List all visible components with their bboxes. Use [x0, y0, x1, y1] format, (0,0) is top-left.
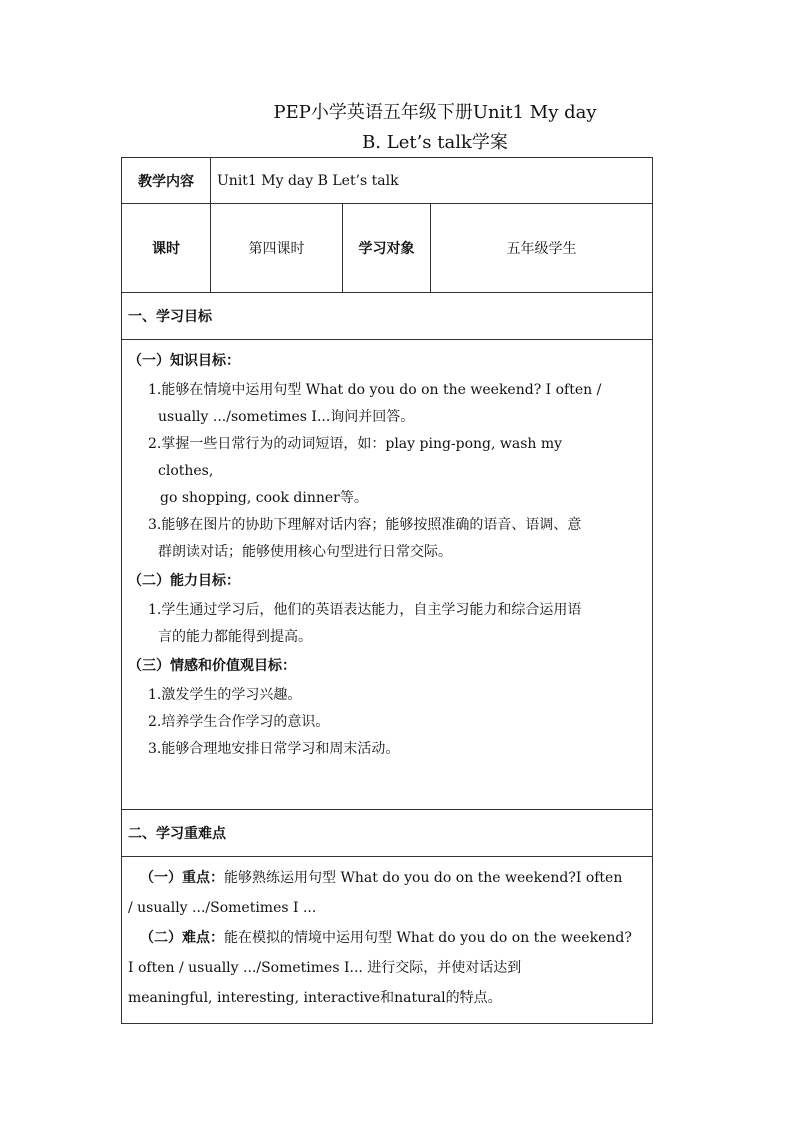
- period-label: 课时: [122, 204, 211, 293]
- document-title-line1: PEP小学英语五年级下册Unit1 My day: [273, 102, 597, 123]
- emotion-goals-heading: （三）情感和价值观目标：: [128, 658, 296, 674]
- target-label: 学习对象: [343, 204, 431, 293]
- period-row: [122, 204, 653, 293]
- content-row: [122, 158, 653, 204]
- knowledge-goal-2c: go shopping, cook dinner等。: [160, 490, 368, 506]
- knowledge-goal-3a: 3.能够在图片的协助下理解对话内容；能够按照准确的语音、语调、意: [148, 517, 582, 533]
- difficult-point-text-b: I often / usually .../Sometimes I... 进行交际，并使对话达到: [128, 960, 522, 976]
- section2-heading: 二、学习重难点: [122, 810, 653, 857]
- lesson-plan-table: [121, 157, 653, 1024]
- ability-goal-1b: 言的能力都能得到提高。: [158, 629, 312, 645]
- emotion-goal-1: 1.激发学生的学习兴趣。: [148, 687, 302, 703]
- section2-body-row: [122, 857, 653, 1024]
- period-value: 第四课时: [211, 204, 343, 293]
- document-title-line2: B. Let’s talk学案: [362, 132, 508, 153]
- content-label: 教学内容: [122, 158, 211, 204]
- emotion-goal-2: 2.培养学生合作学习的意识。: [148, 714, 330, 730]
- section1-body-row: [122, 340, 653, 810]
- knowledge-goals-heading: （一）知识目标：: [128, 353, 240, 369]
- section1-heading: 一、学习目标: [122, 293, 653, 340]
- emotion-goal-3: 3.能够合理地安排日常学习和周末活动。: [148, 741, 400, 757]
- key-point-text-a: 能够熟练运用句型 What do you do on the weekend?I often: [224, 870, 623, 886]
- ability-goals-heading: （二）能力目标：: [128, 573, 240, 589]
- section2-header-row: [122, 810, 653, 857]
- difficult-point-text-a: 能在模拟的情境中运用句型 What do you do on the weekend?: [224, 930, 632, 946]
- key-point-text-b: / usually .../Sometimes I ...: [128, 900, 317, 916]
- key-difficult-points-cell: [122, 857, 653, 1024]
- knowledge-goal-1b: usually .../sometimes I...询问并回答。: [158, 409, 415, 425]
- ability-goal-1a: 1.学生通过学习后，他们的英语表达能力，自主学习能力和综合运用语: [148, 602, 582, 618]
- knowledge-goal-2b: clothes,: [158, 463, 214, 479]
- knowledge-goal-3b: 群朗读对话；能够使用核心句型进行日常交际。: [158, 544, 452, 560]
- key-point-label: （一）重点：: [140, 870, 224, 886]
- content-value: Unit1 My day B Let’s talk: [211, 158, 653, 204]
- target-value: 五年级学生: [431, 204, 653, 293]
- learning-goals-cell: [122, 340, 653, 810]
- difficult-point-label: （二）难点：: [140, 930, 224, 946]
- knowledge-goal-1a: 1.能够在情境中运用句型 What do you do on the weekend? I often /: [148, 382, 602, 398]
- difficult-point-text-c: meaningful, interesting, interactive和natural的特点。: [128, 990, 502, 1006]
- knowledge-goal-2a: 2.掌握一些日常行为的动词短语，如：play ping-pong, wash my: [148, 436, 563, 452]
- section1-header-row: [122, 293, 653, 340]
